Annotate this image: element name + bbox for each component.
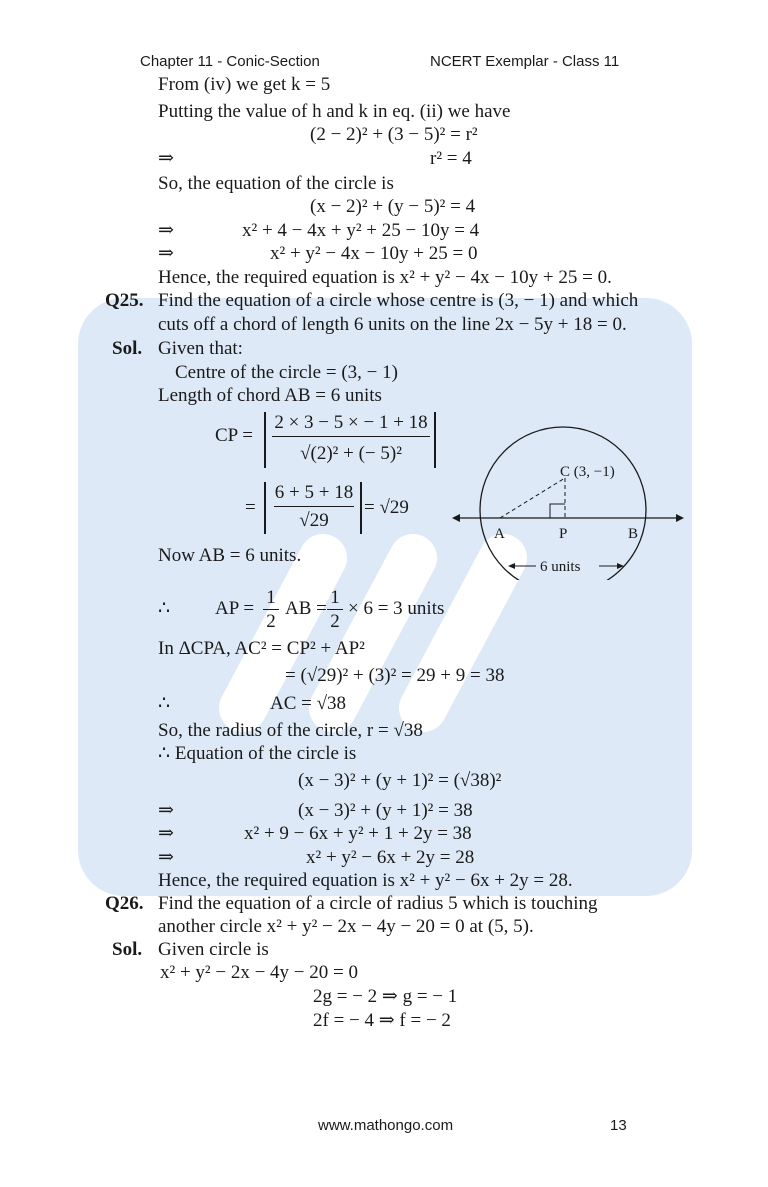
ap-label: AP = <box>215 598 255 619</box>
cp-denominator: √(2)² + (− 5)² <box>300 443 402 464</box>
abs-bar-left <box>264 482 266 534</box>
text-line: So, the equation of the circle is <box>158 173 394 194</box>
implies-symbol: ⇒ <box>158 148 174 169</box>
abs-bar-right <box>360 482 362 534</box>
implies-symbol: ⇒ <box>158 823 174 844</box>
equation-line: (2 − 2)² + (3 − 5)² = r² <box>310 124 478 145</box>
therefore-symbol: ∴ <box>158 693 171 714</box>
text-line: So, the radius of the circle, r = √38 <box>158 720 423 741</box>
half-numerator: 1 <box>266 587 276 608</box>
label-units: 6 units <box>540 559 581 575</box>
footer-url[interactable]: www.mathongo.com <box>318 1117 454 1134</box>
ap-middle: AB = <box>285 598 327 619</box>
arrow-left-icon <box>508 563 515 569</box>
text-line: Length of chord AB = 6 units <box>158 385 382 406</box>
equation-line: (x − 3)² + (y + 1)² = (√38)² <box>298 770 502 791</box>
question-number: Q25. <box>105 290 144 311</box>
abs-bar-left <box>264 412 266 468</box>
cp2-result: = √29 <box>364 497 409 518</box>
equation-line: r² = 4 <box>430 148 472 169</box>
therefore-symbol: ∴ <box>158 598 171 619</box>
fraction-bar <box>327 609 343 610</box>
arrow-left-icon <box>452 514 460 522</box>
fraction-bar <box>274 506 354 507</box>
equation-line: 2g = − 2 ⇒ g = − 1 <box>313 986 458 1007</box>
fraction-bar <box>272 436 430 437</box>
label-b: B <box>628 526 639 542</box>
solution-label: Sol. <box>112 338 143 359</box>
equation-line: x² + 9 − 6x + y² + 1 + 2y = 38 <box>244 823 472 844</box>
text-line: Putting the value of h and k in eq. (ii) we have <box>158 101 511 122</box>
equation-line: (x − 3)² + (y + 1)² = 38 <box>298 800 473 821</box>
right-angle-icon <box>550 504 565 518</box>
text-line: Hence, the required equation is x² + y² − 4x − 10y + 25 = 0. <box>158 267 612 288</box>
solution-label: Sol. <box>112 939 143 960</box>
equation-line: x² + y² − 6x + 2y = 28 <box>306 847 475 868</box>
text-line: In ΔCPA, AC² = CP² + AP² <box>158 638 365 659</box>
text-line: Now AB = 6 units. <box>158 545 302 566</box>
page-number: 13 <box>610 1117 627 1134</box>
text-line: Given that: <box>158 338 243 359</box>
ac-dashed-line <box>500 478 565 518</box>
cp2-denominator: √29 <box>299 510 329 531</box>
equation-line: AC = √38 <box>270 693 347 714</box>
question-text: Find the equation of a circle whose centre is (3, − 1) and which <box>158 290 639 311</box>
label-c: C (3, −1) <box>560 464 615 480</box>
arrow-right-icon <box>676 514 684 522</box>
question-text: cuts off a chord of length 6 units on the line 2x − 5y + 18 = 0. <box>158 314 627 335</box>
implies-symbol: ⇒ <box>158 800 174 821</box>
equation-line: x² + y² − 2x − 4y − 20 = 0 <box>160 962 358 983</box>
question-text: Find the equation of a circle of radius 5 which is touching <box>158 893 598 914</box>
cp2-numerator: 6 + 5 + 18 <box>274 482 354 503</box>
cp-label: CP = <box>215 425 253 446</box>
text-line: From (iv) we get k = 5 <box>158 74 331 95</box>
header-book: NCERT Exemplar - Class 11 <box>430 53 620 70</box>
fraction-bar <box>263 609 279 610</box>
implies-symbol: ⇒ <box>158 220 174 241</box>
text-line: ∴ Equation of the circle is <box>158 743 357 764</box>
implies-symbol: ⇒ <box>158 847 174 868</box>
label-a: A <box>494 526 505 542</box>
ap-result: × 6 = 3 units <box>348 598 445 619</box>
equation-line: (x − 2)² + (y − 5)² = 4 <box>310 196 476 217</box>
equation-line: = (√29)² + (3)² = 29 + 9 = 38 <box>285 665 505 686</box>
question-number: Q26. <box>105 893 144 914</box>
circle-chord-diagram <box>452 400 692 580</box>
equation-line: x² + 4 − 4x + y² + 25 − 10y = 4 <box>242 220 480 241</box>
question-text: another circle x² + y² − 2x − 4y − 20 = 0 at (5, 5). <box>158 916 534 937</box>
text-line: Hence, the required equation is x² + y² − 6x + 2y = 28. <box>158 870 573 891</box>
half-denominator: 2 <box>330 611 340 632</box>
cp-numerator: 2 × 3 − 5 × − 1 + 18 <box>274 412 428 433</box>
equals-sign: = <box>245 497 256 518</box>
text-line: Centre of the circle = (3, − 1) <box>175 362 398 383</box>
abs-bar-right <box>434 412 436 468</box>
implies-symbol: ⇒ <box>158 243 174 264</box>
label-p: P <box>559 526 568 542</box>
equation-line: x² + y² − 4x − 10y + 25 = 0 <box>270 243 478 264</box>
half-numerator: 1 <box>330 587 340 608</box>
text-line: Given circle is <box>158 939 269 960</box>
half-denominator: 2 <box>266 611 276 632</box>
header-chapter: Chapter 11 - Conic-Section <box>140 53 320 70</box>
equation-line: 2f = − 4 ⇒ f = − 2 <box>313 1010 451 1031</box>
